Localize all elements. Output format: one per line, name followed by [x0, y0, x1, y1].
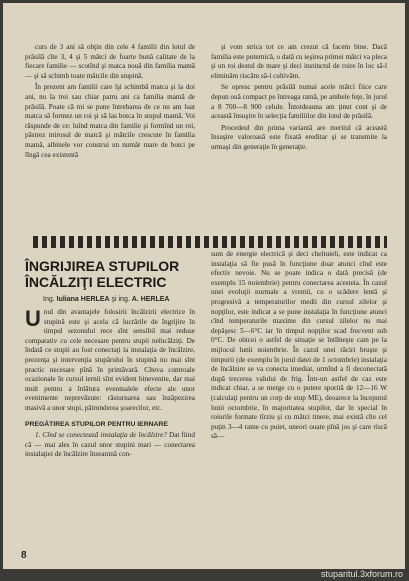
article-title: ÎNGRIJIREA STUPILOR ÎNCĂLZIŢI ELECTRIC [25, 258, 180, 290]
paragraph: În prezent am familii care îşi schimbă matca şi la doi ani, nu la trei sau chiar patru ani ca familia mamă de prăsilă. Poate că mi se pune întrebarea de ce nu am luat matca să formez un roi şi să las botca în stupul mamă. Voi răspunde de ce: luînd matca din familie şi formînd un roi, păstrez mirosul de matcă şi mătcile crescute în familia mamă, albinele vor construi un număr mare de botci pe lîngă cea existentă [25, 83, 195, 159]
paragraph: Se opresc pentru prăsilă numai acele mătci fiice care depun ouă compact pe întreaga ramă, pe ambele feţe, în jurul a 8 700—8 900 celule. Întotdeauna am ţinut cont şi de această însuşire în selecţia familiilor din lotul de prăsilă. [211, 83, 387, 121]
byline-prefix: Ing. [43, 296, 55, 303]
section-divider [33, 236, 387, 248]
page-number: 8 [21, 550, 27, 561]
section-heading: PREGĂTIREA STUPILOR PENTRU IERNARE [25, 420, 168, 428]
author-name: Iuliana HERLEA [56, 296, 110, 303]
question: 1. Cînd se conectează instalaţia de încălzire? [35, 431, 167, 440]
paragraph: Procedeul din prima variantă are meritul că această însuşire valoroasă este fixată ereditar şi se transmite la urmaşi din generaţie în generaţie. [211, 123, 387, 151]
question-paragraph [25, 431, 195, 460]
author-name: A. HERLEA [131, 296, 170, 303]
drop-cap: U [25, 306, 41, 331]
byline [43, 296, 169, 303]
article-left-column [25, 308, 195, 460]
answer: Dat fiind că — mai ales în cazul unor stupini mari — conectarea instalaţiei de încălzire înseamnă con- [25, 431, 195, 459]
intro-paragraph [25, 308, 195, 414]
intro-text: nul din avantajele folosirii încălzirii electrice în stupină este şi acela că lucrările de îngrijire în timpul sezonului rece sînt sensibil mai reduse comparativ cu cele necesare pentru stupii neîncălziţi. De îndată ce stupii au fost conectaţi la instalaţia de încălzire, prezenţa şi intervenţia stupărului în stupină nu mai sînt practic necesare pînă în primăvară. Cîteva controale ocazionale în cursul iernii sînt evident binevenite, dar mai mult pentru a înlătura eventualele efecte ale unor evenimente neprevăzute: răsturnarea sau înzăpezirea masivă a unor stupi, pătrunderea şoarecilor, etc. [25, 308, 195, 412]
paragraph: curs de 3 ani să obţin din cele 4 familii din lotul de prăsilă cîte 3, 4 şi 5 mătci de foarte bună calitate de la fiecare familie — scotînd şi matca nouă din familia mamă — şi să schimb toate mătcile din stupină. [25, 43, 195, 80]
article-right-column [211, 250, 387, 442]
top-right-column [211, 43, 387, 153]
watermark: stuparitul.3xforum.ro [320, 569, 403, 579]
byline-and: şi ing. [111, 296, 130, 303]
magazine-page [3, 3, 405, 569]
paragraph: şi vom strica tot ce am crezut că facem bine. Dacă familia este puternică, o dată cu ieşirea primei mătci va pleca şi un roi destul de mare şi deci instinctul de roire în loc să-l eliminăm riscăm să-l cultivăm. [211, 43, 387, 80]
paragraph: sum de energie electrică şi deci cheltuieli, este indicat ca instalaţia să fie pusă în funcţiune doar atunci cînd este efectiv nevoie. Nu se poate indica o dată precisă (de exemplu 15 noiembrie) pentru conectarea acesteia. În cazul unei evoluţii normale a vremii, cu o scădere lentă şi progresivă a temperaturilor medii din cursul zilelor şi nopţilor, este indicat a se pune instalaţia în funcţiune atunci cînd temperaturile maxime din cursul zilelor nu mai depăşesc 5—6°C iar în timpul nopţilor scad frecvent sub 0°C. De obicei o astfel de situaţie se întîlneşte cam pe la mijlocul lunii noiembrie. În cazul unei răciri bruşte şi timpurii (de exemplu în jurul datei de 1 octombrie) instalaţia de încălzire se va conecta imediat, urmînd a fi deconectată după trecerea valului de frig. Într-un astfel de caz este indicat chiar, a se merge cu o putere sporită de 12—16 W (calculaţi pentru un corp de stup ME), deoarece la începutul lunii octombrie, în majoritatea stupilor, dar în special în roiurile formate tîrziu şi cu mătci tinere, mai există cîte cel puţin 3—4 rame cu puiet, uneori ouate pînă jos şi care riscă să— [211, 250, 387, 441]
top-left-column [25, 43, 195, 160]
